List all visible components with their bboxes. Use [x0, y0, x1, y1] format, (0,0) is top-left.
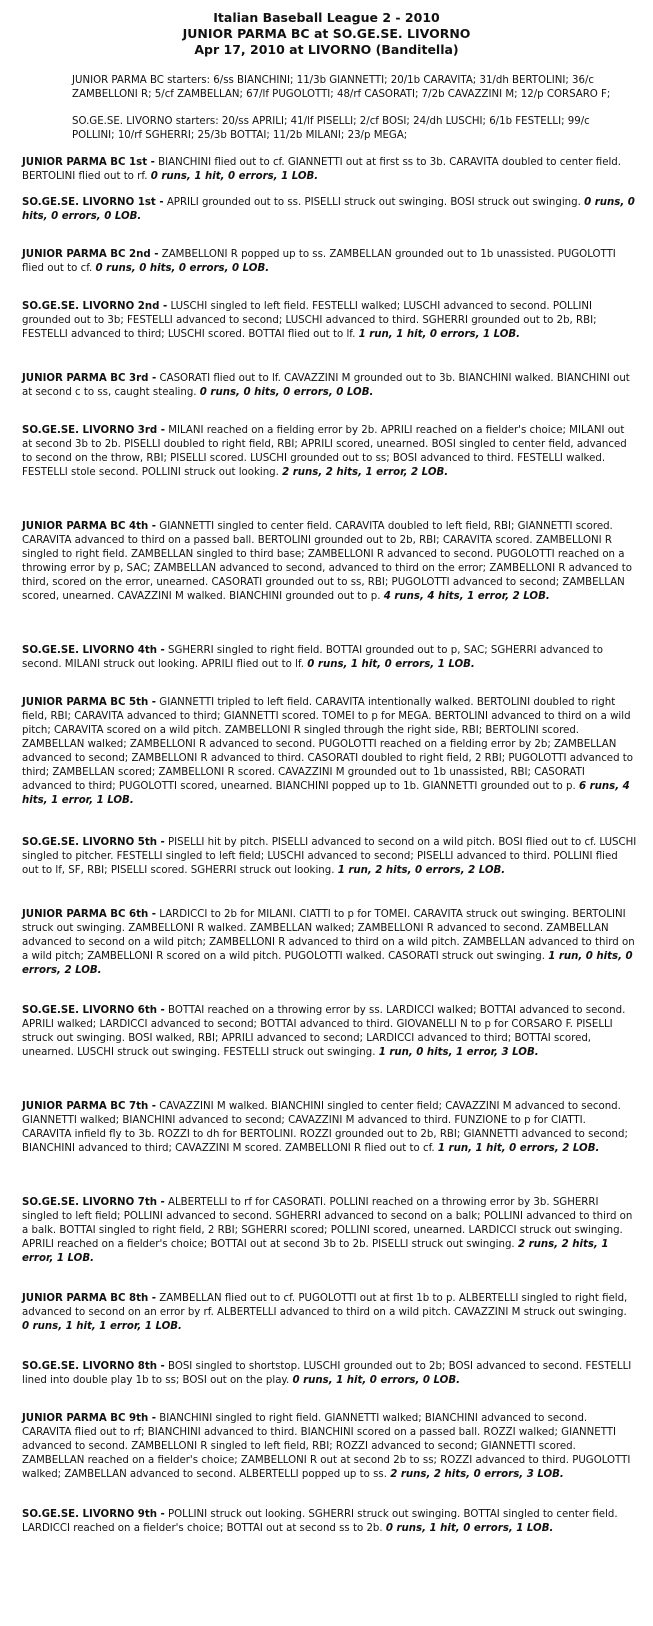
inning-entry: [22, 1508, 637, 1550]
inning-team: SO.GE.SE. LIVORNO 2nd -: [22, 301, 168, 312]
inning-text: LARDICCI to 2b for MILANI. CIATTI to p for TOMEI. CARAVITA struck out swinging. BERTOLINI struck out swinging. ZAMBELLONI R walked. ZAMBELLAN walked; ZAMBELLONI R advanced to second. ZAMBELLAN advanced to second on a wild pitch; ZAMBELLONI R advanced to third on a wild pitch. ZAMBELLAN advanced to third on a wild pitch; ZAMBELLONI R scored on a wild pitch. PUGOLOTTI walked. CASORATI struck out swinging.: [22, 909, 635, 962]
inning-summary: 0 runs, 0 hits, 0 errors, 0 LOB.: [22, 197, 635, 222]
inning-team: JUNIOR PARMA BC 7th -: [22, 1101, 157, 1112]
inning-entry: [22, 1196, 637, 1292]
date-venue: Apr 17, 2010 at LIVORNO (Banditella): [194, 42, 459, 57]
inning-entry: [22, 1004, 637, 1100]
inning-entry: [22, 1412, 637, 1508]
inning-entry: [22, 836, 637, 908]
inning-summary: 0 runs, 1 hit, 0 errors, 1 LOB.: [307, 659, 475, 670]
inning-team: JUNIOR PARMA BC 4th -: [22, 521, 157, 532]
inning-text: APRILI grounded out to ss. PISELLI struck out swinging. BOSI struck out swinging.: [166, 197, 581, 208]
inning-team: SO.GE.SE. LIVORNO 6th -: [22, 1005, 165, 1016]
inning-text: CASORATI flied out to lf. CAVAZZINI M grounded out to 3b. BIANCHINI walked. BIANCHINI out at second c to ss, caught stealing.: [22, 373, 630, 398]
inning-entry: [22, 300, 637, 372]
inning-summary: 0 runs, 1 hit, 1 error, 1 LOB.: [22, 1321, 182, 1332]
inning-entry: [22, 156, 637, 196]
inning-entry: [22, 696, 637, 836]
inning-team: SO.GE.SE. LIVORNO 5th -: [22, 837, 165, 848]
inning-text: LUSCHI singled to left field. FESTELLI walked; LUSCHI advanced to second. POLLINI grounded out to 3b; FESTELLI advanced to second; LUSCHI advanced to third. SGHERRI grounded out to 2b, RBI; FESTELLI advanced to third; LUSCHI scored. BOTTAI flied out to lf.: [22, 301, 597, 340]
inning-team: JUNIOR PARMA BC 5th -: [22, 697, 157, 708]
inning-summary: 1 run, 1 hit, 0 errors, 1 LOB.: [358, 329, 521, 340]
away-starters: JUNIOR PARMA BC starters: 6/ss BIANCHINI; 11/3b GIANNETTI; 20/1b CARAVITA; 31/dh BERTOLINI; 36/c ZAMBELLONI R; 5/cf ZAMBELLAN; 67/lf PUGOLOTTI; 48/rf CASORATI; 7/2b CAVAZZINI M; 12/p CORSARO F;: [72, 75, 611, 100]
inning-entry: [22, 1292, 637, 1360]
inning-summary: 1 run, 0 hits, 1 error, 3 LOB.: [378, 1047, 539, 1058]
inning-text: GIANNETTI singled to center field. CARAVITA doubled to left field, RBI; GIANNETTI scored. CARAVITA advanced to third on a passed ball. BERTOLINI grounded out to 2b, RBI; CARAVITA scored. ZAMBELLONI R singled to right field. ZAMBELLAN singled to third base; ZAMBELLONI R advanced to second. PUGOLOTTI reached on a throwing error by p, SAC; ZAMBELLAN advanced to second, advanced to third on the error; ZAMBELLONI R advanced to third, scored on the error, unearned. CASORATI grounded out to ss, RBI; PUGOLOTTI advanced to second; ZAMBELLAN scored, unearned. CAVAZZINI M walked. BIANCHINI grounded out to p.: [22, 521, 632, 602]
inning-entry: [22, 1100, 637, 1196]
inning-team: SO.GE.SE. LIVORNO 3rd -: [22, 425, 165, 436]
inning-summary: 1 run, 1 hit, 0 errors, 2 LOB.: [437, 1143, 600, 1154]
inning-team: SO.GE.SE. LIVORNO 1st -: [22, 197, 164, 208]
inning-team: JUNIOR PARMA BC 8th -: [22, 1293, 157, 1304]
inning-summary: 2 runs, 2 hits, 1 error, 2 LOB.: [282, 467, 449, 478]
inning-team: SO.GE.SE. LIVORNO 8th -: [22, 1361, 165, 1372]
inning-entry: [22, 1360, 637, 1412]
inning-text: GIANNETTI tripled to left field. CARAVITA intentionally walked. BERTOLINI doubled to right field, RBI; CARAVITA advanced to third; GIANNETTI scored. TOMEI to p for MEGA. BERTOLINI advanced to third on a wild pitch; CARAVITA scored on a wild pitch. ZAMBELLONI R singled through the right side, RBI; BERTOLINI scored. ZAMBELLAN walked; ZAMBELLONI R advanced to second. PUGOLOTTI reached on a fielding error by 2b; ZAMBELLAN advanced to second; ZAMBELLONI R advanced to third. CASORATI doubled to right field, 2 RBI; PUGOLOTTI advanced to third; ZAMBELLAN scored; ZAMBELLONI R scored. CAVAZZINI M grounded out to 1b unassisted, RBI; CASORATI advanced to third; PUGOLOTTI scored, unearned. BIANCHINI popped up to 1b. GIANNETTI grounded out to p.: [22, 697, 633, 792]
inning-text: ZAMBELLONI R popped up to ss. ZAMBELLAN grounded out to 1b unassisted. PUGOLOTTI flied out to cf.: [22, 249, 616, 274]
inning-summary: 0 runs, 0 hits, 0 errors, 0 LOB.: [95, 263, 270, 274]
home-starters: SO.GE.SE. LIVORNO starters: 20/ss APRILI; 41/lf PISELLI; 2/cf BOSI; 24/dh LUSCHI; 6/1b FESTELLI; 99/c POLLINI; 10/rf SGHERRI; 25/3b BOTTAI; 11/2b MILANI; 23/p MEGA;: [72, 116, 590, 141]
inning-entry: [22, 196, 637, 248]
inning-summary: 6 runs, 4 hits, 1 error, 1 LOB.: [22, 781, 630, 806]
inning-summary: 0 runs, 0 hits, 0 errors, 0 LOB.: [199, 387, 374, 398]
inning-team: SO.GE.SE. LIVORNO 7th -: [22, 1197, 165, 1208]
inning-summary: 2 runs, 2 hits, 0 errors, 3 LOB.: [390, 1469, 564, 1480]
inning-text: BIANCHINI flied out to cf. GIANNETTI out at first ss to 3b. CARAVITA doubled to center field. BERTOLINI flied out to rf.: [22, 157, 622, 182]
inning-summary: 1 run, 0 hits, 0 errors, 2 LOB.: [22, 951, 633, 976]
inning-entry: [22, 372, 637, 424]
inning-text: BIANCHINI singled to right field. GIANNETTI walked; BIANCHINI advanced to second. CARAVITA flied out to rf; BIANCHINI advanced to third. BIANCHINI scored on a passed ball. ROZZI walked; GIANNETTI advanced to second. ZAMBELLONI R singled to left field, RBI; ROZZI advanced to second; GIANNETTI scored. ZAMBELLAN reached on a fielder's choice; ZAMBELLONI R out at second 2b to ss; ROZZI advanced to third. PUGOLOTTI walked; ZAMBELLAN advanced to second. ALBERTELLI popped up to ss.: [22, 1413, 631, 1480]
inning-text: CAVAZZINI M walked. BIANCHINI singled to center field; CAVAZZINI M advanced to second. GIANNETTI walked; BIANCHINI advanced to second; CAVAZZINI M advanced to third. FUNZIONE to p for CIATTI. CARAVITA infield fly to 3b. ROZZI to dh for BERTOLINI. ROZZI grounded out to 2b, RBI; GIANNETTI advanced to second; BIANCHINI advanced to third; CAVAZZINI M scored. ZAMBELLONI R flied out to cf.: [22, 1101, 628, 1154]
league-title: Italian Baseball League 2 - 2010: [213, 10, 440, 25]
inning-entry: [22, 520, 637, 644]
inning-text: SGHERRI singled to right field. BOTTAI grounded out to p, SAC; SGHERRI advanced to second. MILANI struck out looking. APRILI flied out to lf.: [22, 645, 604, 670]
inning-text: MILANI reached on a fielding error by 2b. APRILI reached on a fielder's choice; MILANI out at second 3b to 2b. PISELLI doubled to right field, RBI; APRILI scored, unearned. BOSI singled to center field, advanced to second on the throw, RBI; PISELLI scored. LUSCHI grounded out to ss; BOSI advanced to third. FESTELLI walked. FESTELLI stole second. POLLINI struck out looking.: [22, 425, 627, 478]
matchup-title: JUNIOR PARMA BC at SO.GE.SE. LIVORNO: [182, 26, 471, 41]
inning-entry: [22, 908, 637, 1004]
starters-block: [72, 74, 619, 143]
inning-team: JUNIOR PARMA BC 2nd -: [22, 249, 159, 260]
innings-list: [22, 156, 637, 1550]
inning-entry: [22, 644, 637, 696]
inning-team: SO.GE.SE. LIVORNO 4th -: [22, 645, 165, 656]
inning-text: ZAMBELLAN flied out to cf. PUGOLOTTI out at first 1b to p. ALBERTELLI singled to right field, advanced to second on an error by rf. ALBERTELLI advanced to third on a wild pitch. CAVAZZINI M struck out swinging.: [22, 1293, 628, 1318]
inning-entry: [22, 248, 637, 300]
inning-summary: 4 runs, 4 hits, 1 error, 2 LOB.: [383, 591, 550, 602]
inning-team: JUNIOR PARMA BC 9th -: [22, 1413, 157, 1424]
title-block: [0, 0, 653, 58]
inning-text: POLLINI struck out looking. SGHERRI struck out swinging. BOTTAI singled to center field. LARDICCI reached on a fielder's choice; BOTTAI out at second ss to 2b.: [22, 1509, 618, 1534]
inning-text: ALBERTELLI to rf for CASORATI. POLLINI reached on a throwing error by 3b. SGHERRI singled to left field; POLLINI advanced to second. SGHERRI advanced to second on a balk; POLLINI advanced to third on a balk. BOTTAI singled to right field, 2 RBI; SGHERRI scored; POLLINI scored, unearned. LARDICCI struck out swinging. APRILI reached on a fielder's choice; BOTTAI out at second 3b to 2b. PISELLI struck out swinging.: [22, 1197, 633, 1250]
inning-team: SO.GE.SE. LIVORNO 9th -: [22, 1509, 165, 1520]
inning-summary: 0 runs, 1 hit, 0 errors, 1 LOB.: [150, 171, 319, 182]
inning-text: BOTTAI reached on a throwing error by ss. LARDICCI walked; BOTTAI advanced to second. APRILI walked; LARDICCI advanced to second; BOTTAI advanced to third. GIOVANELLI N to p for CORSARO F. PISELLI struck out swinging. BOSI walked, RBI; APRILI advanced to second; LARDICCI advanced to third; BOTTAI scored, unearned. LUSCHI struck out swinging. FESTELLI struck out swinging.: [22, 1005, 626, 1058]
inning-text: BOSI singled to shortstop. LUSCHI grounded out to 2b; BOSI advanced to second. FESTELLI lined into double play 1b to ss; BOSI out on the play.: [22, 1361, 632, 1386]
inning-team: JUNIOR PARMA BC 1st -: [22, 157, 155, 168]
inning-summary: 0 runs, 1 hit, 0 errors, 0 LOB.: [292, 1375, 460, 1386]
inning-summary: 2 runs, 2 hits, 1 error, 1 LOB.: [22, 1239, 609, 1264]
inning-summary: 0 runs, 1 hit, 0 errors, 1 LOB.: [385, 1523, 554, 1534]
inning-team: JUNIOR PARMA BC 3rd -: [22, 373, 157, 384]
inning-text: PISELLI hit by pitch. PISELLI advanced to second on a wild pitch. BOSI flied out to cf. LUSCHI singled to pitcher. FESTELLI singled to left field; LUSCHI advanced to second; PISELLI advanced to third. POLLINI flied out to lf, SF, RBI; PISELLI scored. SGHERRI struck out looking.: [22, 837, 637, 876]
inning-entry: [22, 424, 637, 520]
inning-team: JUNIOR PARMA BC 6th -: [22, 909, 157, 920]
inning-summary: 1 run, 2 hits, 0 errors, 2 LOB.: [337, 865, 506, 876]
